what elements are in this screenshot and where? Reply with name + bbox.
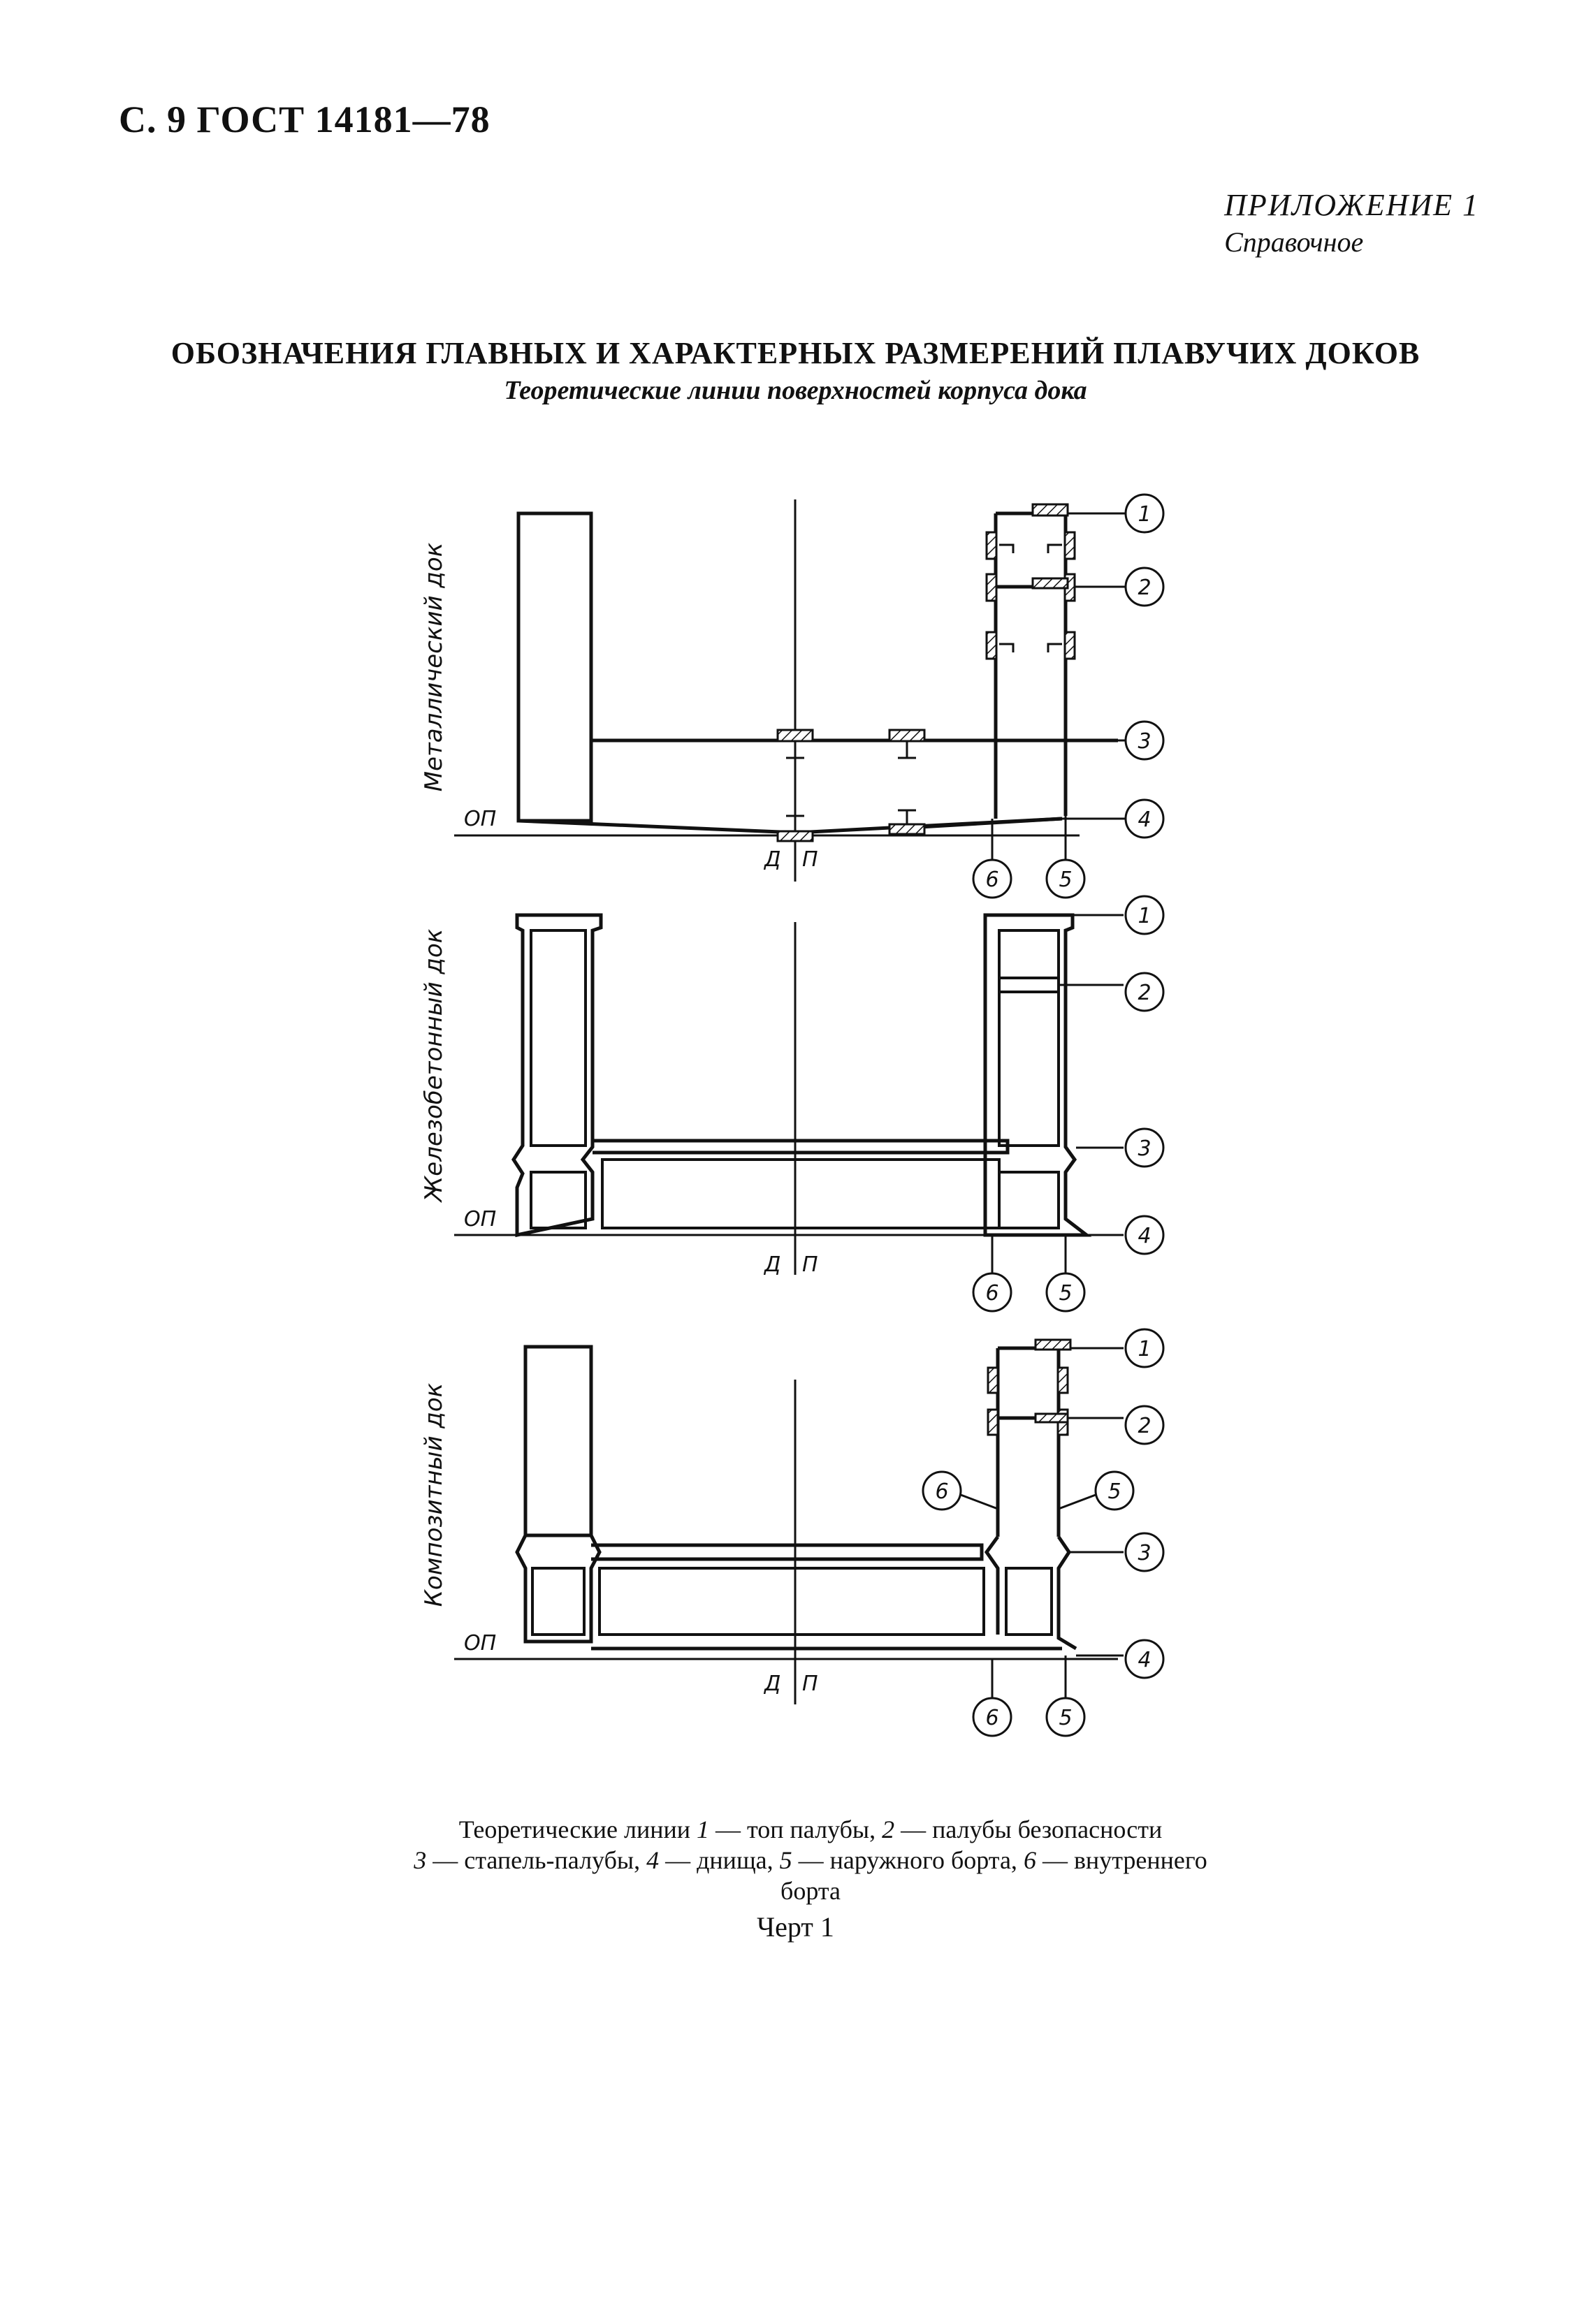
caption-text-6: внутреннего борта (780, 1846, 1207, 1905)
callout-6b: 6 (985, 1281, 999, 1306)
center-p-2: П (802, 1252, 818, 1277)
callout-3a: 3 (1138, 729, 1152, 754)
figure-number: Черт 1 (757, 1911, 834, 1943)
callout-6c: 6 (985, 1706, 999, 1730)
composite-dock-panel (454, 1347, 1124, 1659)
caption-text-2: палубы безопасности (932, 1815, 1163, 1843)
concrete-dock-panel (454, 915, 1124, 1235)
appendix-type: Справочное (1224, 226, 1364, 258)
metal-left-tower (518, 513, 591, 821)
caption-num-2: 2 (882, 1815, 895, 1843)
callout-6a: 6 (985, 868, 999, 892)
callout-2c: 2 (1138, 1414, 1152, 1438)
caption-num-3: 3 (414, 1846, 427, 1874)
composite-left-tower (525, 1347, 591, 1535)
dash: — (1042, 1846, 1068, 1874)
sub-heading: Теоретические линии поверхностей корпуса дока (504, 376, 1087, 405)
dash: — (798, 1846, 824, 1874)
caption-num-5: 5 (779, 1846, 792, 1874)
panel-label-concrete: Железобетонный док (420, 928, 448, 1202)
center-p-3: П (802, 1672, 818, 1696)
callout-1b: 1 (1138, 904, 1152, 928)
center-d-1: Д (764, 847, 781, 872)
dash: — (901, 1815, 927, 1843)
callout-3c: 3 (1138, 1541, 1152, 1565)
callout-5b: 5 (1059, 1281, 1073, 1306)
callout-3b: 3 (1138, 1137, 1152, 1161)
center-d-2: Д (764, 1252, 781, 1277)
caption-num-4: 4 (646, 1846, 660, 1874)
callout-4a: 4 (1138, 807, 1152, 832)
center-p-1: П (802, 847, 818, 872)
callout-5c: 5 (1059, 1706, 1073, 1730)
appendix-title: ПРИЛОЖЕНИЕ 1 (1224, 188, 1479, 222)
callout-2a: 2 (1138, 576, 1152, 600)
dash: — (715, 1815, 741, 1843)
caption-intro: Теоретические линии (458, 1815, 691, 1843)
callout-5c-upper: 5 (1107, 1479, 1121, 1504)
baseline-label-3: ОП (464, 1631, 497, 1656)
figure-caption (391, 1814, 1230, 1906)
callout-4b: 4 (1138, 1224, 1152, 1248)
dash: — (433, 1846, 458, 1874)
metal-hatched-members (778, 504, 1075, 841)
baseline-label-1: ОП (464, 807, 497, 831)
callout-1c: 1 (1138, 1337, 1152, 1361)
document-reference: С. 9 ГОСТ 14181—78 (119, 98, 491, 140)
center-d-3: Д (764, 1672, 781, 1696)
caption-text-4: днища, (697, 1846, 773, 1874)
caption-text-5: наружного борта, (829, 1846, 1017, 1874)
caption-num-1: 1 (697, 1815, 710, 1843)
line-number-callouts (923, 495, 1163, 1736)
callout-2b: 2 (1138, 981, 1152, 1005)
baseline-label-2: ОП (464, 1207, 497, 1232)
dash: — (665, 1846, 691, 1874)
callout-1a: 1 (1138, 502, 1152, 527)
callout-6c-upper: 6 (935, 1479, 949, 1504)
caption-text-3: стапель-палубы, (464, 1846, 641, 1874)
callout-5a: 5 (1059, 868, 1073, 892)
caption-text-1: топ палубы, (747, 1815, 876, 1843)
callout-4c: 4 (1138, 1648, 1152, 1672)
panel-label-metal: Металлический док (420, 542, 448, 792)
main-heading: ОБОЗНАЧЕНИЯ ГЛАВНЫХ И ХАРАКТЕРНЫХ РАЗМЕРЕНИЙ ПЛАВУЧИХ ДОКОВ (170, 336, 1421, 370)
metal-dock-panel (454, 513, 1125, 835)
panel-label-composite: Композитный док (420, 1382, 448, 1607)
caption-num-6: 6 (1023, 1846, 1036, 1874)
